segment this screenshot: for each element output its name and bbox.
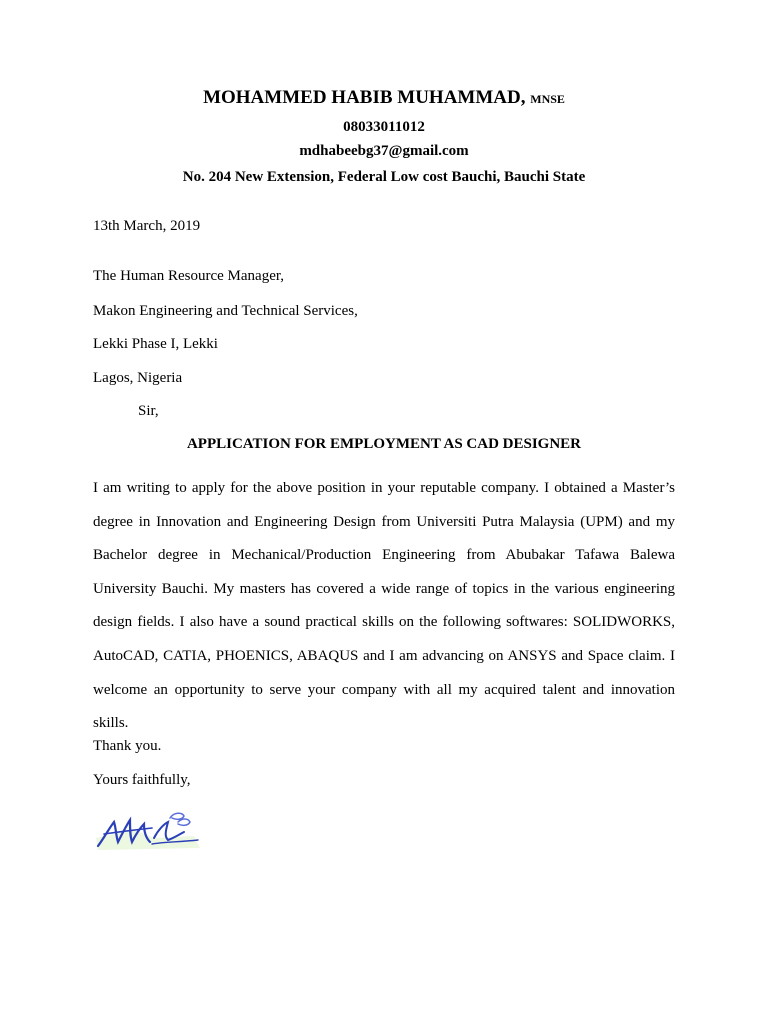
recipient-line-1: The Human Resource Manager, [93,268,284,284]
sender-title-suffix: MNSE [530,92,565,106]
letter-body [93,436,675,741]
letter-subject: APPLICATION FOR EMPLOYMENT AS CAD DESIGNER [186,436,582,452]
sender-name-text: MOHAMMED HABIB MUHAMMAD, [203,87,526,108]
sender-phone: 08033011012 [343,119,425,135]
sender-address: No. 204 New Extension, Federal Low cost Bauchi, Bauchi State [182,169,586,185]
sender-name [0,86,768,111]
sender-email: mdhabeebg37@gmail.com [299,143,469,159]
recipient-line-3: Lekki Phase I, Lekki [93,336,218,352]
letter-date: 13th March, 2019 [93,218,201,234]
salutation: Sir, [138,403,159,419]
recipient-line-4: Lagos, Nigeria [93,370,183,386]
recipient-line-2: Makon Engineering and Technical Services, [93,303,358,319]
closing-line: Yours faithfully, [93,772,191,788]
signature-image [94,808,202,852]
letter-body-text: I am writing to apply for the above position in your reputable company. I obtained a Master’s degree in Innovation and Engineering Design from Universiti Putra Malaysia (UPM) and my Bachelor degree in Mechanical/Production Engineering from Abubakar Tafawa Balewa University Bauchi. My masters has covered a wide range of topics in the various engineering design fields. I also have a sound practical skills on the following softwares: SOLIDWORKS, AutoCAD, CATIA, PHOENICS, ABAQUS and I am advancing on ANSYS and Space claim. I welcome an opportunity to serve your company with all my acquired talent and innovation skills. [93,480,675,732]
thank-you-line: Thank you. [93,738,162,754]
